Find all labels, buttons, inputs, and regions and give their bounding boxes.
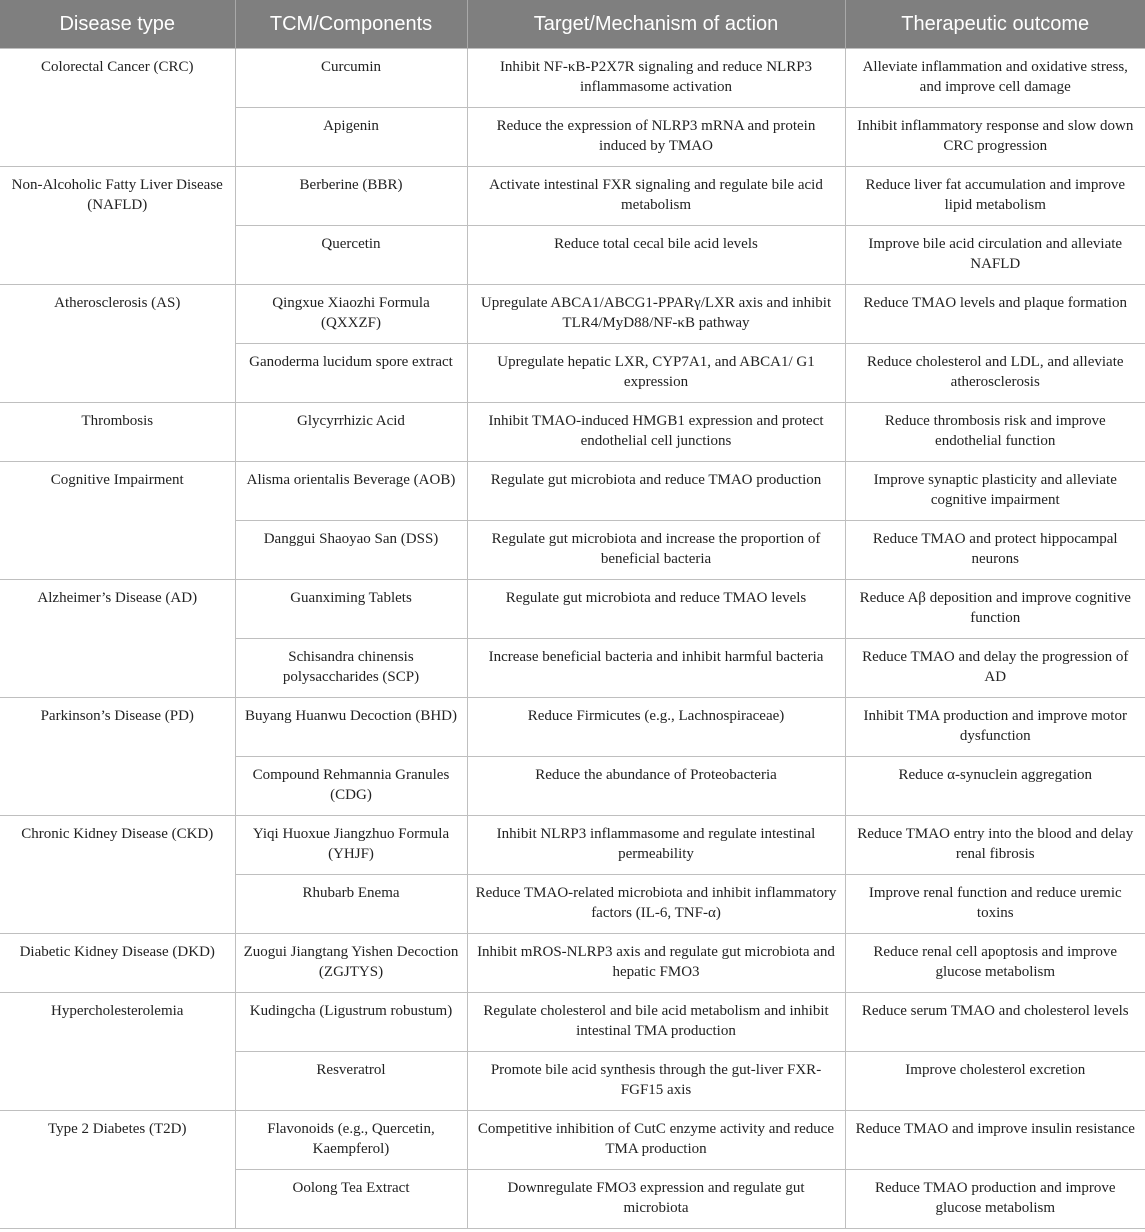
mechanism-cell: Regulate gut microbiota and reduce TMAO levels (467, 579, 845, 638)
header-tcm-components: TCM/Components (235, 0, 467, 48)
header-disease-type: Disease type (0, 0, 235, 48)
disease-cell: Colorectal Cancer (CRC) (0, 48, 235, 166)
mechanism-cell: Reduce the expression of NLRP3 mRNA and protein induced by TMAO (467, 107, 845, 166)
mechanism-cell: Reduce total cecal bile acid levels (467, 225, 845, 284)
table-row (0, 992, 1145, 1051)
outcome-cell: Reduce TMAO entry into the blood and delay renal fibrosis (845, 815, 1145, 874)
component-cell: Flavonoids (e.g., Quercetin, Kaempferol) (235, 1110, 467, 1169)
header-mechanism: Target/Mechanism of action (467, 0, 845, 48)
outcome-cell: Improve cholesterol excretion (845, 1051, 1145, 1110)
component-cell: Yiqi Huoxue Jiangzhuo Formula (YHJF) (235, 815, 467, 874)
component-cell: Berberine (BBR) (235, 166, 467, 225)
outcome-cell: Reduce α-synuclein aggregation (845, 756, 1145, 815)
component-cell: Curcumin (235, 48, 467, 107)
outcome-cell: Reduce serum TMAO and cholesterol levels (845, 992, 1145, 1051)
mechanism-cell: Upregulate hepatic LXR, CYP7A1, and ABCA1/ G1 expression (467, 343, 845, 402)
component-cell: Glycyrrhizic Acid (235, 402, 467, 461)
outcome-cell: Reduce TMAO production and improve glucose metabolism (845, 1169, 1145, 1228)
outcome-cell: Improve renal function and reduce uremic toxins (845, 874, 1145, 933)
outcome-cell: Reduce Aβ deposition and improve cognitive function (845, 579, 1145, 638)
header-outcome: Therapeutic outcome (845, 0, 1145, 48)
disease-cell: Non-Alcoholic Fatty Liver Disease (NAFLD) (0, 166, 235, 284)
outcome-cell: Reduce thrombosis risk and improve endothelial function (845, 402, 1145, 461)
table-row (0, 48, 1145, 107)
component-cell: Schisandra chinensis polysaccharides (SCP) (235, 638, 467, 697)
outcome-cell: Reduce TMAO and improve insulin resistance (845, 1110, 1145, 1169)
mechanism-cell: Inhibit NF-κB-P2X7R signaling and reduce NLRP3 inflammasome activation (467, 48, 845, 107)
component-cell: Danggui Shaoyao San (DSS) (235, 520, 467, 579)
component-cell: Guanximing Tablets (235, 579, 467, 638)
table-row (0, 284, 1145, 343)
component-cell: Kudingcha (Ligustrum robustum) (235, 992, 467, 1051)
outcome-cell: Improve bile acid circulation and alleviate NAFLD (845, 225, 1145, 284)
table-row (0, 166, 1145, 225)
disease-cell: Type 2 Diabetes (T2D) (0, 1110, 235, 1228)
disease-cell: Alzheimer’s Disease (AD) (0, 579, 235, 697)
component-cell: Compound Rehmannia Granules (CDG) (235, 756, 467, 815)
table-body (0, 48, 1145, 1228)
mechanism-cell: Inhibit NLRP3 inflammasome and regulate intestinal permeability (467, 815, 845, 874)
mechanism-cell: Regulate gut microbiota and reduce TMAO production (467, 461, 845, 520)
mechanism-cell: Promote bile acid synthesis through the gut-liver FXR-FGF15 axis (467, 1051, 845, 1110)
mechanism-cell: Reduce the abundance of Proteobacteria (467, 756, 845, 815)
mechanism-cell: Reduce TMAO-related microbiota and inhibit inflammatory factors (IL-6, TNF-α) (467, 874, 845, 933)
disease-cell: Chronic Kidney Disease (CKD) (0, 815, 235, 933)
component-cell: Ganoderma lucidum spore extract (235, 343, 467, 402)
outcome-cell: Reduce liver fat accumulation and improve lipid metabolism (845, 166, 1145, 225)
table-row (0, 933, 1145, 992)
component-cell: Rhubarb Enema (235, 874, 467, 933)
mechanism-cell: Competitive inhibition of CutC enzyme activity and reduce TMA production (467, 1110, 845, 1169)
mechanism-cell: Reduce Firmicutes (e.g., Lachnospiraceae) (467, 697, 845, 756)
component-cell: Apigenin (235, 107, 467, 166)
disease-cell: Cognitive Impairment (0, 461, 235, 579)
outcome-cell: Inhibit TMA production and improve motor dysfunction (845, 697, 1145, 756)
mechanism-cell: Regulate gut microbiota and increase the proportion of beneficial bacteria (467, 520, 845, 579)
component-cell: Resveratrol (235, 1051, 467, 1110)
mechanism-cell: Increase beneficial bacteria and inhibit harmful bacteria (467, 638, 845, 697)
disease-cell: Thrombosis (0, 402, 235, 461)
disease-cell: Parkinson’s Disease (PD) (0, 697, 235, 815)
mechanism-cell: Inhibit TMAO-induced HMGB1 expression and protect endothelial cell junctions (467, 402, 845, 461)
table-row (0, 1110, 1145, 1169)
mechanism-cell: Regulate cholesterol and bile acid metabolism and inhibit intestinal TMA production (467, 992, 845, 1051)
component-cell: Qingxue Xiaozhi Formula (QXXZF) (235, 284, 467, 343)
header-row (0, 0, 1145, 48)
table-row (0, 815, 1145, 874)
outcome-cell: Reduce cholesterol and LDL, and alleviate atherosclerosis (845, 343, 1145, 402)
outcome-cell: Improve synaptic plasticity and alleviate cognitive impairment (845, 461, 1145, 520)
outcome-cell: Reduce TMAO levels and plaque formation (845, 284, 1145, 343)
mechanism-cell: Inhibit mROS-NLRP3 axis and regulate gut microbiota and hepatic FMO3 (467, 933, 845, 992)
outcome-cell: Alleviate inflammation and oxidative stress, and improve cell damage (845, 48, 1145, 107)
component-cell: Alisma orientalis Beverage (AOB) (235, 461, 467, 520)
table-row (0, 461, 1145, 520)
disease-cell: Diabetic Kidney Disease (DKD) (0, 933, 235, 992)
table-row (0, 402, 1145, 461)
component-cell: Zuogui Jiangtang Yishen Decoction (ZGJTYS) (235, 933, 467, 992)
outcome-cell: Reduce renal cell apoptosis and improve glucose metabolism (845, 933, 1145, 992)
mechanism-cell: Upregulate ABCA1/ABCG1-PPARγ/LXR axis and inhibit TLR4/MyD88/NF-κB pathway (467, 284, 845, 343)
disease-cell: Atherosclerosis (AS) (0, 284, 235, 402)
mechanism-cell: Downregulate FMO3 expression and regulate gut microbiota (467, 1169, 845, 1228)
table-row (0, 579, 1145, 638)
outcome-cell: Reduce TMAO and protect hippocampal neurons (845, 520, 1145, 579)
table-header (0, 0, 1145, 48)
component-cell: Oolong Tea Extract (235, 1169, 467, 1228)
mechanism-cell: Activate intestinal FXR signaling and regulate bile acid metabolism (467, 166, 845, 225)
outcome-cell: Inhibit inflammatory response and slow down CRC progression (845, 107, 1145, 166)
outcome-cell: Reduce TMAO and delay the progression of AD (845, 638, 1145, 697)
component-cell: Quercetin (235, 225, 467, 284)
component-cell: Buyang Huanwu Decoction (BHD) (235, 697, 467, 756)
table-row (0, 697, 1145, 756)
disease-cell: Hypercholesterolemia (0, 992, 235, 1110)
